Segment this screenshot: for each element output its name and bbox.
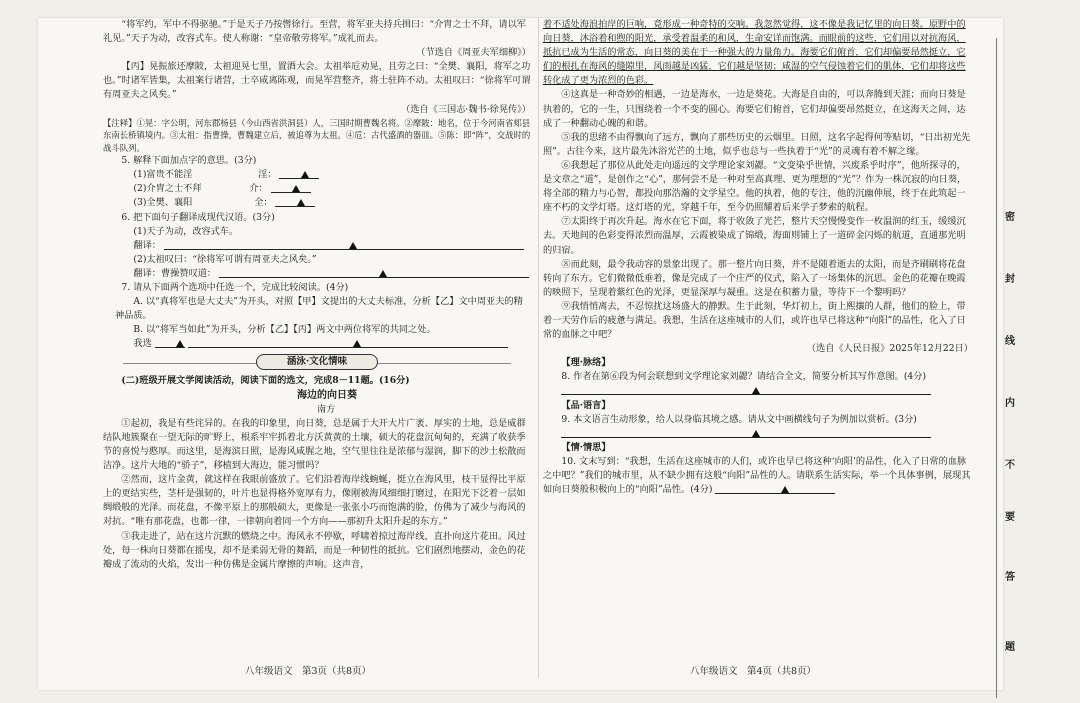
- section-2-heading: (二)班级开展文学阅读活动，阅读下面的选文，完成8－11题。(16分): [121, 375, 410, 387]
- article-para-3: ③我走进了，站在这片沉默的燃烧之中。海风永不停歇，呼啸着掠过海岸线，直扑向这片花田。风过处，每一株向日葵都在摇曳，却不是柔弱无骨的舞蹈，而是一种韧性的抵抗。它们剧烈地摆动，金色的花瓣成了流动的火焰，发出一种仿佛是金属片摩擦的声响。这声音，: [103, 530, 526, 570]
- question-8-answer: [543, 384, 973, 398]
- source-2: （选自《三国志·魏书·徐晃传》）: [401, 103, 531, 115]
- article-para-7: ⑦太阳终于再次升起。海水在它下面，将于收敛了光芒，整片天空慢慢变作一枚温润的红玉，缓缓沉去。天地间的色彩变得浓烈而温厚，云霞被染成了锦缎，海面则铺上了一道碎金闪烁的航道，直通那光明的归宿。: [543, 216, 966, 256]
- source-1: （节选自《周亚夫军细柳》）: [416, 47, 531, 59]
- q6-1-answer-line[interactable]: [164, 239, 524, 250]
- q5-2-answer-line[interactable]: [271, 182, 311, 193]
- binding-char-3: 线: [1005, 336, 1015, 347]
- page-3-footer: 八年级语文 第3页（共8页）: [244, 666, 372, 677]
- article-author: 南方: [317, 403, 336, 415]
- question-6-1-answer: [103, 239, 531, 253]
- question-8: 8. 作者在第⑥段为何会联想到文学理论家刘勰？请结合全文，简要分析其写作意图。(4分): [561, 371, 927, 383]
- question-7: 7. 请从下面两个选项中任选一个，完成比较阅读。(4分): [121, 282, 349, 293]
- question-9-answer: [543, 427, 973, 441]
- question-5-2: [103, 182, 531, 196]
- q6-1-label: 翻译：: [133, 239, 161, 251]
- q8-answer-line[interactable]: [561, 384, 931, 395]
- answer-marker-icon: [353, 340, 361, 347]
- annotation-notes: 【注释】①晃：字公明，河东郡杨县（今山西省洪洞县）人，三国时期曹魏名将。②摩陂：地名，位于今河南省郏县东南长桥镇境内。③太祖：指曹操，曹魏建立后，被追尊为太祖。④卮：古代盛酒的器皿。⑤陈：即“阵”，交战时的战斗队列。: [103, 117, 531, 153]
- page-divider: [538, 18, 539, 678]
- q10-answer-line[interactable]: [715, 483, 835, 494]
- page-3-column: [103, 18, 531, 658]
- question-10-text: 10. 文末写到：“我想，生活在这座城市的人们，或许也早已将这种‘向阳’的品性，化入了日常的血脉之中吧？”我们的城市里，从不缺少拥有这般“向阳”品性的人。请联系生活实际，举一个具体事例，展现其如向日葵般积极向上的“向阳”品性。(4分): [543, 455, 971, 496]
- article-para-5: ⑤我的思绪不由得飘向了远方，飘向了那些历史的云烟里。日照，这名字起得何等贴切，“日出初光先照”。古往今来，这片最先沐浴光芒的土地，似乎也总与一些执着于“光”的灵魂有着不解之缘。: [543, 131, 971, 157]
- q7-answer-line[interactable]: [188, 337, 508, 348]
- answer-marker-icon: [752, 430, 760, 437]
- question-7-option-a: A. 以“真将军也是大丈夫”为开头，对照【甲】文提出的大丈夫标准，分析【乙】文中周亚夫的精神品质。: [115, 296, 523, 322]
- question-6: 6. 把下面句子翻译成现代汉语。(3分): [121, 211, 275, 223]
- section-tag-emotion: 【情·情思】: [561, 441, 611, 453]
- article-title: 海边的向日葵: [297, 389, 357, 401]
- q7-choice-label: 我选: [133, 338, 152, 350]
- section-banner: 涵泳·文化情味: [256, 354, 378, 370]
- binding-char-6: 要: [1005, 512, 1015, 523]
- answer-marker-icon: [379, 270, 387, 277]
- q7-choice-line[interactable]: [155, 337, 185, 348]
- article-para-9: ⑨我悄悄离去，不忍惊扰这场盛大的静默。生于此刻，华灯初上，街上熙攘的人群，他们的脸上，带着一天劳作后的疲惫与满足。我想，生活在这座城市的人们，或许也早已将这种“向阳”的品性，化入了日常的血脉之中吧？: [543, 300, 966, 341]
- q5-1-text: (1)富贵不能淫: [133, 169, 193, 181]
- answer-marker-icon: [752, 387, 760, 394]
- q5-3-answer-line[interactable]: [275, 196, 315, 207]
- binding-char-8: 题: [1005, 642, 1015, 653]
- answer-marker-icon: [781, 486, 789, 493]
- q5-1-answer-line[interactable]: [279, 168, 319, 179]
- answer-marker-icon: [176, 340, 184, 347]
- question-6-2-answer: [103, 267, 531, 281]
- question-10: [543, 455, 973, 497]
- passage-b-ending: “将军约，军中不得驱驰。”于是天子乃按辔徐行。至营，将军亚夫持兵揖曰：“介胄之士不拜，请以军礼见。”天子为动，改容式车。使人称谢：“皇帝敬劳将军。”成礼而去。: [103, 19, 526, 45]
- section-tag-structure: 【理·脉络】: [561, 357, 611, 369]
- question-5-3: [103, 196, 531, 210]
- answer-marker-icon: [297, 199, 305, 206]
- q9-answer-line[interactable]: [561, 427, 931, 438]
- q5-3-text: (3)全樊、襄阳: [133, 197, 193, 209]
- binding-char-2: 封: [1005, 274, 1015, 285]
- q5-2-word: 介：: [249, 183, 268, 195]
- question-9: 9. 本文语言生动形象，给人以身临其境之感。请从文中画横线句子为例加以赏析。(3分): [561, 413, 917, 425]
- binding-char-1: 密: [1005, 212, 1015, 223]
- page-4-column: [543, 18, 973, 658]
- q6-2-answer-line[interactable]: [219, 267, 529, 278]
- q5-1-word: 淫：: [258, 169, 277, 181]
- article-para-3-cont: 着不适处海浪拍岸的巨响，竟形成一种奇特的交响。我忽然觉得，这不像是我记忆里的向日葵。原野中的向日葵，沐浴着和煦的阳光，承受着温柔的和风，生命安详而饱满。而眼前的这些，它们用以对抗海风，抵抗已成为生活的常态，向日葵的美在于一种强大的力量角力。海要它们俯首，它们却偏要昂然挺立，它们的根扎在海风的缝隙里，风雨越是凶猛，它们越是坚韧；咸湿的空气侵蚀着它们的肌体，它们却将这些转化成了更为浓烈的色彩。: [543, 19, 966, 87]
- article-para-8: ⑧而此刻，最令我动容的景象出现了。那一整片向日葵，并不是随着逝去的太阳，而是齐刷刷将花盘转向了东方。它们微微低垂着，像是完成了一个庄严的仪式，陷入了一场集体的沉思。金色的花瓣在晚霞的映照下，呈现着紫红色的光泽，更显深厚与凝重。这是在积蓄力量，等待下一个黎明吗？: [543, 258, 966, 298]
- q5-3-word: 全：: [254, 197, 273, 209]
- article-para-2: ②然而，这片金黄，就这样在我眼前盛放了。它们沿着海岸线蜿蜒，挺立在海风里，枝干显得比平原上的更结实些，茎杆是强韧的，叶片也显得格外宽厚有力，像刚被海风细细打磨过，在阳光下泛着一层如绸缎般的光泽。而花盘，不像平原上的那般硕大，更像是一张张小巧而饱满的脸，仿佛为了减少与海风的对抗。“唯有那花盘，也都一律，一律朝向着同一个方向——那初升太阳升起的东方。”: [103, 474, 526, 528]
- q5-2-text: (2)介胄之士不拜: [133, 183, 202, 195]
- question-7-option-b: B. 以“将军当如此”为开头，分析【乙】【丙】两文中两位将军的共同之处。: [133, 324, 436, 336]
- question-5: 5. 解释下面加点字的意思。(3分): [121, 155, 257, 167]
- q6-2-label: 翻译：曹操赞叹道：: [133, 267, 217, 279]
- answer-marker-icon: [349, 242, 357, 249]
- exam-sheet: [38, 18, 1015, 690]
- question-7-choice: [103, 337, 531, 351]
- page-4-footer: 八年级语文 第4页（共8页）: [689, 666, 817, 677]
- binding-char-5: 不: [1005, 460, 1015, 471]
- article-para-1: ①起初，我是有些诧异的。在我的印象里，向日葵，总是属于大开大片广袤、厚实的土地，总是威群结队地簇聚在一望无际的旷野上，根系牢牢抓着北方沃黄黄的土壤，硕大的花盘沉甸甸的，充满了收获季节的喜悦与憨厚。而这里，是海滨日照，是海风咸腥之地，空气里往往是浓郁与湿润，脚下的沙土松散而洁净。这片大地的“骄子”，移植到大海边，能习惯吗？: [103, 417, 526, 472]
- binding-line: [996, 38, 1015, 698]
- answer-marker-icon: [301, 171, 309, 178]
- passage-c: 【丙】晃振旅还摩陂，太祖迎晃七里，置酒大会。太祖举卮劝晃，且劳之曰：“全樊、襄阳，将军之功也。”时诸军皆集，太祖案行诸营，士卒咸离陈观，而晃军营整齐，将士驻阵不动。太祖叹曰：“徐将军可谓有周亚夫之风矣。”: [103, 61, 531, 101]
- question-6-1: (1)天子为动，改容式车。: [133, 225, 239, 237]
- question-6-2: (2)太祖叹曰：“徐将军可谓有周亚夫之风矣。”: [133, 253, 317, 265]
- article-para-4: ④这真是一种奇妙的相遇，一边是海水，一边是葵花。大海是自由的，可以奔腾到天涯；而向日葵是执着的，它的一生，只围绕着一个不变的圆心。海要它们俯首，它们却偏要昂然挺立，在这海天之间，达成了一种翻动心魄的和谐。: [543, 89, 966, 129]
- section-banner-wrap: [103, 354, 531, 374]
- answer-marker-icon: [292, 185, 300, 192]
- section-tag-language: 【品·语言】: [561, 399, 611, 411]
- article-para-6: ⑥我想起了那位从此处走向遥远的文学理论家刘勰。“文变染乎世情，兴废系乎时序”，他所探寻的，是文章之“道”，是创作之“心”，那何尝不是一种对至高真理、更为理想的“光”？作为一株沉寂的向日葵，将全部的精力与心智，都投向那浩瀚的文学星空。他的执着，他的专注，他的沉幽伸展，终于在此筑起一座不朽的文学灯塔。这灯塔的光，穿越千年，至今仍照耀着后来学子梦索的航程。: [543, 159, 967, 214]
- question-5-1: [103, 168, 531, 182]
- binding-char-7: 答: [1005, 572, 1015, 583]
- article-source: （选自《人民日报》2025年12月22日）: [806, 343, 973, 355]
- binding-char-4: 内: [1005, 398, 1015, 409]
